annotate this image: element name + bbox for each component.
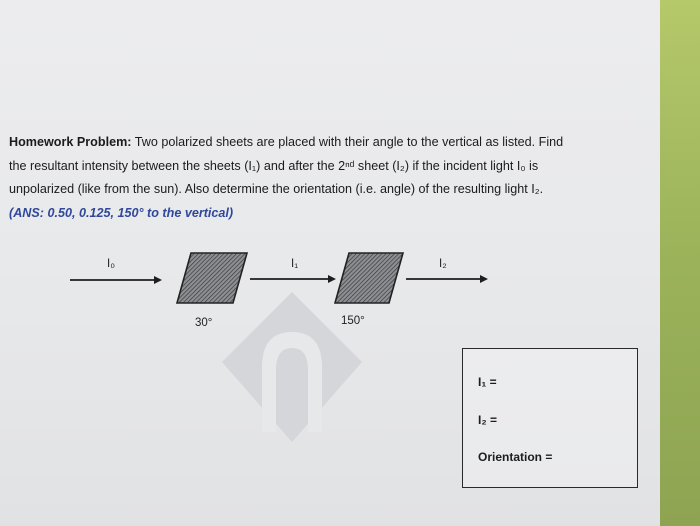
intermediate-intensity-label: I₁ xyxy=(291,258,299,270)
problem-line-3: unpolarized (like from the sun). Also determine the orientation (i.e. angle) of the resulting light I₂. xyxy=(9,182,544,196)
orientation-answer-field[interactable]: Orientation = xyxy=(478,450,553,464)
problem-lead: Homework Problem: xyxy=(9,135,132,149)
polarizer-sheet-2 xyxy=(333,251,405,305)
answer-box xyxy=(462,348,638,488)
polarizer-sheet-1 xyxy=(175,251,249,305)
problem-line-2: the resultant intensity between the sheets (I₁) and after the 2ⁿᵈ sheet (I₂) if the incident light I₀ is xyxy=(9,158,539,173)
incident-intensity-label: I₀ xyxy=(107,258,115,270)
incident-arrow xyxy=(70,274,162,286)
i1-answer-field[interactable]: I₁ = xyxy=(478,375,497,389)
background-edge xyxy=(660,0,700,526)
output-arrow xyxy=(406,273,488,285)
intermediate-arrow xyxy=(250,273,336,285)
i2-answer-field[interactable]: I₂ = xyxy=(478,413,498,427)
problem-line-1-text: Two polarized sheets are placed with their angle to the vertical as listed. Find xyxy=(131,135,564,149)
sheet-1-angle: 30° xyxy=(195,317,213,329)
sheet-2-angle: 150° xyxy=(341,315,365,327)
problem-statement xyxy=(9,131,629,225)
problem-line-1 xyxy=(9,131,629,155)
final-intensity-label: I₂ xyxy=(439,258,447,270)
answer-hint: (ANS: 0.50, 0.125, 150° to the vertical) xyxy=(9,205,234,220)
